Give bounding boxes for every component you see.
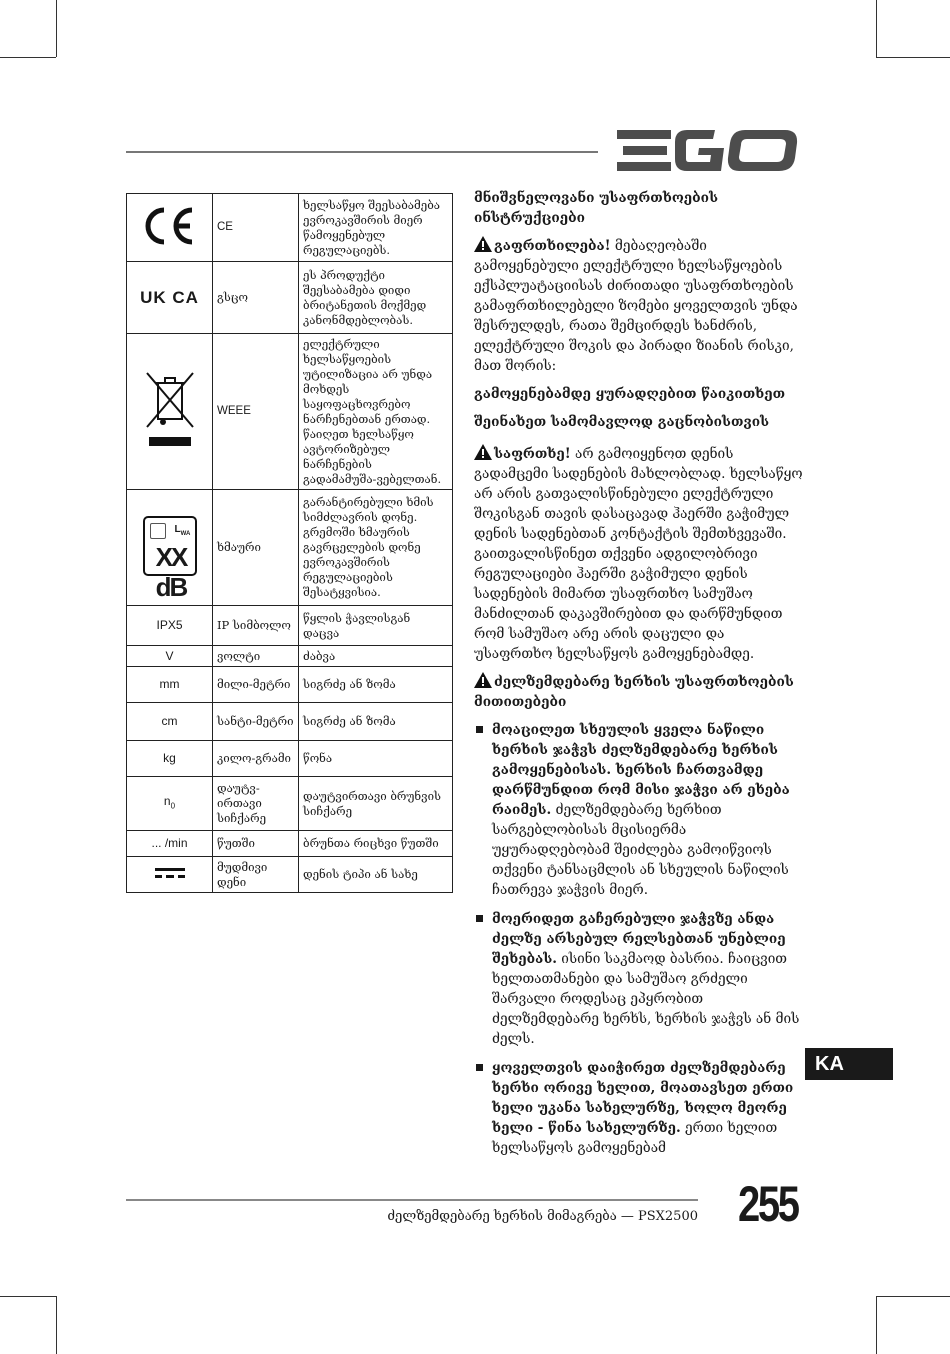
symbol-description: წონა (299, 741, 453, 777)
table-row (127, 334, 453, 490)
symbol-description: გარანტირებული ხმის სიმძლავრის დონე. გრემოში ხმაურის გავრცელების დონე ევროკავშირის რეგულაციების შესატყვისია. (299, 490, 453, 606)
subheading-text: ძელზემდებარე ხერხის უსაფრთხოების მითითებები (474, 674, 794, 710)
symbol-name: სანტი-მეტრი (213, 703, 299, 741)
table-row (127, 606, 453, 646)
symbol-name: IP სიმბოლო (213, 606, 299, 646)
table-row (127, 857, 453, 893)
symbol-name: წუთში (213, 831, 299, 857)
table-row (127, 741, 453, 777)
symbols-table (126, 193, 453, 893)
table-row (127, 703, 453, 741)
table-row (127, 831, 453, 857)
symbol-description: დაუტვირთავი ბრუნვის სიჩქარე (299, 777, 453, 831)
symbol-description: ძაბვა (299, 646, 453, 667)
symbol-description: დენის ტიპი ან სახე (299, 857, 453, 893)
symbol-description: ბრუნთა რიცხვი წუთში (299, 831, 453, 857)
table-row (127, 777, 453, 831)
warning-label: გაფრთხილება! (494, 238, 611, 254)
ce-mark-icon (127, 194, 213, 262)
warning-paragraph (474, 236, 804, 376)
warning-triangle-icon (474, 444, 492, 460)
symbol-text: ... /min (127, 831, 213, 857)
symbol-name: მუდმივი დენი (213, 857, 299, 893)
symbol-description: სიგრძე ან ზომა (299, 667, 453, 703)
symbol-description: ეს პროდუქტი შეესაბამება დიდი ბრიტანეთის მოქმედ კანონმდებლობას. (299, 262, 453, 334)
bullet-bold: მოერიდეთ გაჩერებული ჯაჭვზე ანდა ძელზე არსებულ რელსებთან უნებლიე შეხებას. (492, 911, 786, 967)
danger-label: საფრთხე! (494, 446, 571, 462)
symbol-text: cm (127, 703, 213, 741)
bullet-bold: მოაცილეთ სხეულის ყველა ნაწილი ხერხის ჯაჭვს ძელზემდებარე ხერხის გამოყენებისას. ხერხის ჩართვამდე დარწმუნდით რომ მისი ჯაჭვი არ ეხება რაიმეს. (492, 722, 790, 818)
table-row (127, 667, 453, 703)
dc-current-icon (127, 857, 213, 893)
list-item (474, 1058, 804, 1158)
read-before-use: გამოყენებამდე ყურადღებით წაიკითხეთ (474, 386, 786, 402)
warning-triangle-icon (474, 236, 492, 252)
table-row (127, 262, 453, 334)
symbol-name: ხმაური (213, 490, 299, 606)
subheading (474, 672, 804, 712)
table-row (127, 490, 453, 606)
symbol-description: ხელსაწყო შეესაბამება ევროკავშირის მიერ წამოყენებულ რეგულაციებს. (299, 194, 453, 262)
symbol-name: CE (213, 194, 299, 262)
symbol-text: IPX5 (127, 606, 213, 646)
table-row (127, 646, 453, 667)
safety-instructions (474, 188, 804, 1167)
danger-text: არ გამოიყენოთ დენის გადამცემი სადენების მახლობლად. ხელსაწყო არ არის გათვალისწინებული ელექტრული შოკისგან თავის დასაცავად ჰაერში გაჭიმულ დენის სადენებთან კონტაქტის შემთხვევაში. გაითვალისწინეთ თქვენი ადგილობრივი რეგულაციები ჰაერში გაჭიმული დენის სადენების მიმართ უსაფრთხო სამუშაო მანძილთან დაკავშირებით და დარწმუნდით რომ სამუშაო არე არის დაცული და უსაფრთხო ხელსაწყოს გამოყენებამდე. (474, 446, 803, 662)
symbol-name: ვოლტი (213, 646, 299, 667)
crop-mark (56, 0, 57, 57)
ukca-mark-text: UK CA (140, 287, 199, 307)
danger-paragraph (474, 444, 804, 664)
crop-mark (876, 1296, 950, 1297)
crop-mark (876, 57, 950, 58)
footer-rule (126, 1199, 698, 1201)
symbol-description: სიგრძე ან ზომა (299, 703, 453, 741)
symbol-description: წყლის ჭავლისგან დაცვა (299, 606, 453, 646)
symbol-text: kg (127, 741, 213, 777)
header-rule (126, 151, 598, 153)
bullet-square-icon (476, 1064, 483, 1071)
symbol-name: გსცო (213, 262, 299, 334)
sound-power-text: XX dB (155, 541, 187, 602)
bullet-text: ერთი ხელით ხელსაწყოს გამოყენებამ (492, 1120, 778, 1156)
symbol-text: mm (127, 667, 213, 703)
ukca-mark-icon (127, 262, 213, 334)
symbol-text: $n_0$ (127, 777, 213, 831)
bullet-square-icon (476, 726, 483, 733)
symbol-description: ელექტრული ხელსაწყოების უტილიზაცია არ უნდა მოხდეს საყოფაცხოვრებო ნარჩენებთან ერთად. წაიღეთ ხელსაწყო ავტორიზებულ ნარჩენების გადამამუშა-ვებელთან. (299, 334, 453, 490)
symbol-name: დაუტვ-ირთავი სიჩქარე (213, 777, 299, 831)
footer-text: ძელზემდებარე ხერხის მიმაგრება — PSX2500 (387, 1209, 698, 1224)
crop-mark (56, 1296, 57, 1354)
section-heading: მნიშვნელოვანი უსაფრთხოების ინსტრუქციები (474, 190, 719, 226)
bullet-bold: ყოველთვის დაიჭირეთ ძელზემდებარე ხერხი ორივე ხელით, მოათავსეთ ერთი ხელი უკანა სახელურზე, ხოლო მეორე ხელი - წინა სახელურზე. (492, 1060, 794, 1136)
crop-mark (0, 57, 56, 58)
crop-mark (0, 1296, 56, 1297)
table-row (127, 194, 453, 262)
symbol-name: მილი-მეტრი (213, 667, 299, 703)
crop-mark (876, 0, 877, 57)
bullet-text: ძელზემდებარე ხერხით სარგებლობისას მცისიერმა უყურადღებობამ შეიძლება გამოიწვიოს თქვენი ტანსაცმლის ან სხეულის ნაწილის ჩათრევა ჯაჭვის მიერ. (492, 802, 789, 898)
symbol-name: WEEE (213, 334, 299, 490)
page-number: 255 (738, 1176, 798, 1232)
symbol-text: V (127, 646, 213, 667)
sound-power-icon: $L_{WA}$ XX dB (127, 490, 213, 606)
symbol-name: კილო-გრამი (213, 741, 299, 777)
ego-logo (617, 128, 799, 174)
weee-bin-icon (127, 334, 213, 490)
list-item (474, 720, 804, 900)
warning-triangle-icon (474, 672, 492, 688)
language-tab: KA (805, 1048, 893, 1080)
bullet-square-icon (476, 915, 483, 922)
bullet-text: ისინი საკმაოდ ბასრია. ჩაიცვით ხელთათმანები და სამუშაო გრძელი შარვალი როდესაც ეპყრობით ძელზემდებარე ხერხს, ხერხის ჯაჭვს ან მის ძელს. (492, 951, 800, 1047)
safety-bullets (474, 720, 804, 1158)
list-item (474, 909, 804, 1049)
save-instructions: შეინახეთ სამომავლოდ გაცნობისთვის (474, 414, 770, 430)
warning-text: მებაღეობაში გამოყენებული ელექტრული ხელსაწყოების ექსპლუატაციისას ძირითადი უსაფრთხოების გამაფრთხილებელი ზომები ყოველთვის უნდა შესრულდეს, რათა შემცირდეს ხანძრის, ელექტრული შოკის და პირადი ზიანის რისკი, მათ შორის: (474, 238, 798, 374)
crop-mark (876, 1296, 877, 1354)
